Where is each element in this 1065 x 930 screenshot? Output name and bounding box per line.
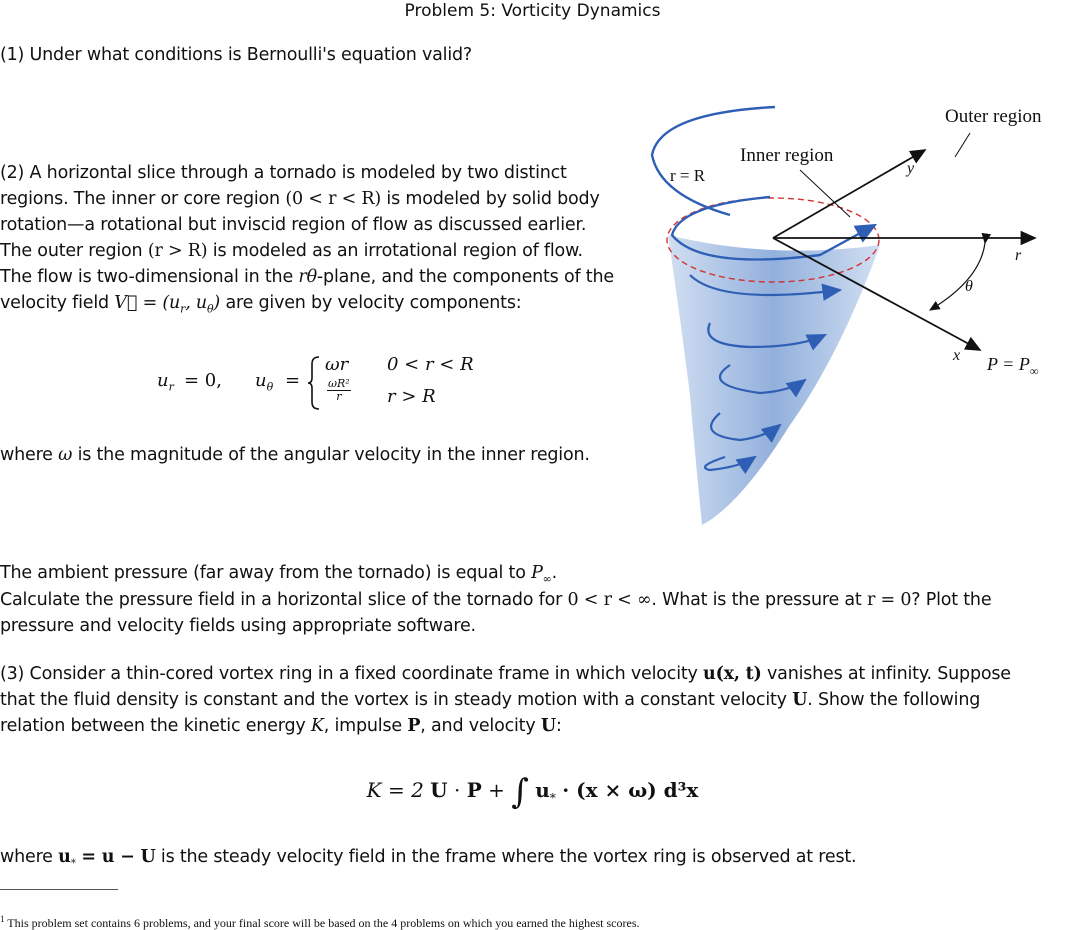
case-2-condition: r > R [387, 386, 436, 407]
q2-text: -plane, and the components of the [316, 267, 614, 287]
u-star-definition: where $u_* = u - U$ is the steady velocity field in the frame where the vortex ring is observed at rest. [0, 847, 857, 870]
tornado-figure [640, 95, 1065, 535]
inner-region-leader [800, 170, 850, 217]
inline-math: (r > R) [147, 241, 208, 261]
question-1: (1) Under what conditions is Bernoulli's equation valid? [0, 45, 472, 65]
q2-text: velocity field [0, 293, 109, 313]
inline-math: V⃗ = ($u_r$, $u_\theta$) [114, 293, 221, 316]
q2-text: is modeled by solid body [386, 189, 600, 209]
q2-line-4 [0, 238, 655, 264]
footnote-divider [0, 889, 118, 890]
left-brace [307, 356, 321, 410]
q2-line-3: rotation—a rotational but inviscid region of flow as discussed earlier. [0, 215, 587, 235]
question-3: (3) Consider a thin-cored vortex ring in a fixed coordinate frame in which velocity u(x, t) vanishes at infinity. Suppose that the fluid density is constant and the vortex is in steady motion with a constant velocity U. Show the following relation between the kinetic energy K, impulse P, and velocity U: [0, 664, 1011, 736]
y-axis-label: y [907, 160, 915, 177]
ambient-pressure: The ambient pressure (far away from the tornado) is equal to $P_\infty$. [0, 563, 558, 586]
kinetic-energy-equation: K = 2 U · P + ∫ $u_* \cdot (x \times \omega)$ d³x [366, 772, 699, 812]
q2-line-1: (2) A horizontal slice through a tornado is modeled by two distinct [0, 163, 567, 183]
eq-equals: = [285, 370, 301, 391]
eq-ur: $u_r$ [157, 370, 174, 394]
question-2 [0, 160, 655, 323]
q2-text: regions. The inner or core region [0, 189, 280, 209]
case-2-fraction: $\frac{\text{ωR²}}{r}$ [328, 377, 350, 403]
p-infinity: $P_\infty$ [531, 563, 552, 586]
footnote: $^1$ This problem set contains 6 problems, and your final score will be based on the 4 problems on which you earned the highest scores. [0, 914, 640, 930]
q2-text: is modeled as an irrotational region of flow. [212, 241, 583, 261]
pressure-label: $P = P_\infty$ [987, 354, 1039, 378]
calculation-instruction: Calculate the pressure field in a horizontal slice of the tornado for 0 < r < ∞. What is the pressure at r = 0? Plot the pressure and velocity fields using appropriate software. [0, 590, 992, 636]
q2-line-2 [0, 186, 655, 212]
integral-sign: ∫ [511, 772, 529, 812]
case-1-value: ωr [325, 354, 349, 375]
outer-region-label: Outer region [945, 106, 1042, 127]
q2-text: are given by velocity components: [225, 293, 522, 313]
inline-math: rθ [298, 267, 317, 287]
q2-line-6 [0, 290, 655, 323]
x-axis-label: x [953, 347, 961, 364]
eq-ur-rhs: = 0, [184, 370, 222, 391]
q2-text: The outer region [0, 241, 143, 261]
r-axis-label: r [1015, 247, 1022, 264]
velocity-equation [157, 352, 497, 412]
inner-region-label: Inner region [740, 145, 834, 166]
theta-arc [930, 243, 985, 310]
omega-definition: where ω is the magnitude of the angular velocity in the inner region. [0, 445, 590, 465]
inline-math: (0 < r < R) [285, 189, 382, 209]
q2-line-5 [0, 264, 655, 290]
r-equals-R-label: r = R [670, 166, 706, 185]
theta-label: θ [965, 278, 973, 295]
outer-region-leader [955, 133, 970, 157]
page-title: Problem 5: Vorticity Dynamics [404, 1, 661, 21]
q2-text: The flow is two-dimensional in the [0, 267, 294, 287]
case-1-condition: 0 < r < R [387, 354, 474, 375]
eq-utheta: $u_\theta$ [255, 370, 274, 394]
